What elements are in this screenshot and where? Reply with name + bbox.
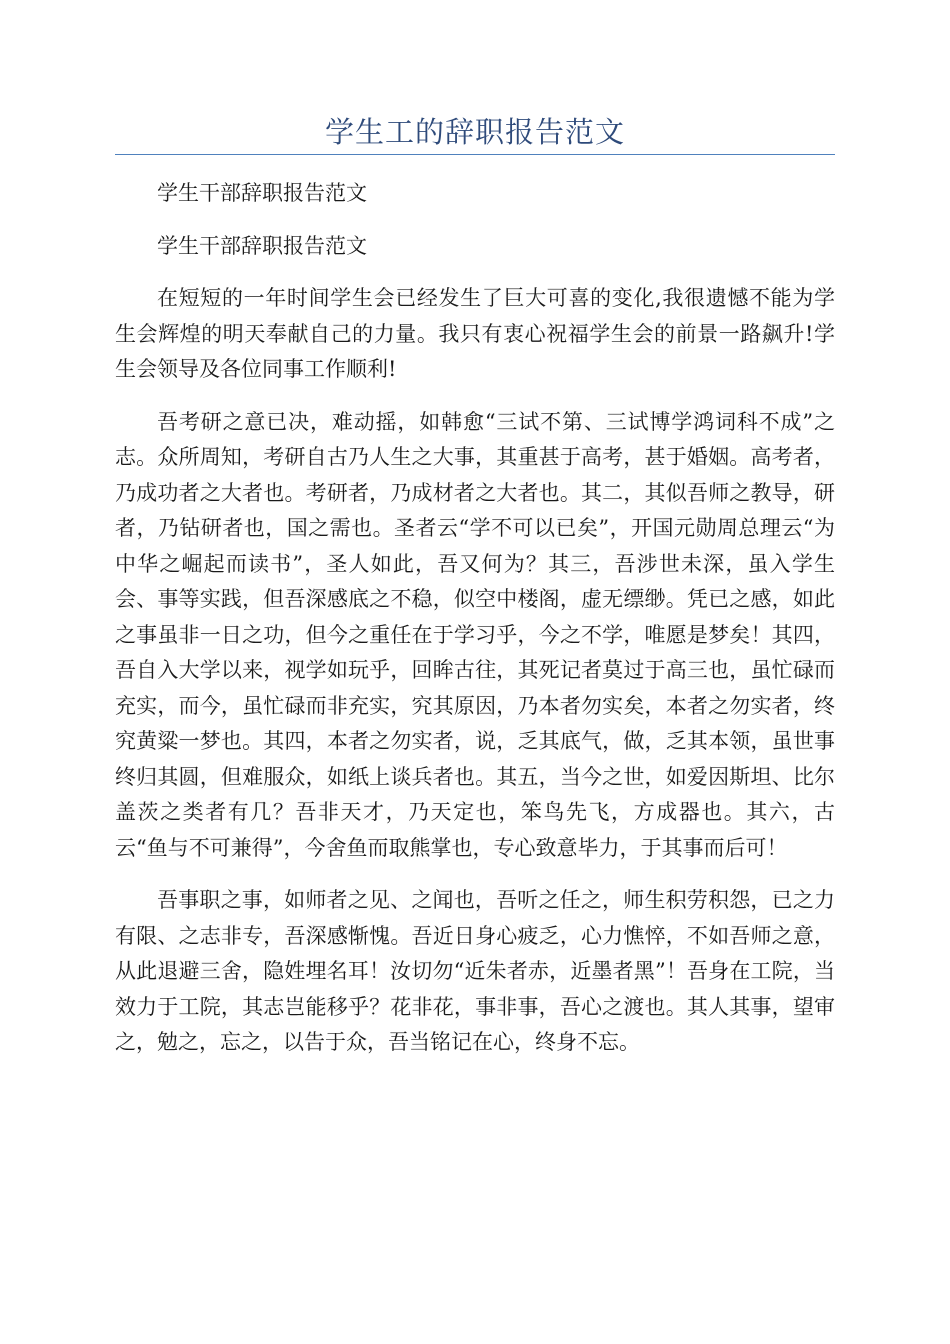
document-title: 学生工的辞职报告范文 <box>324 115 625 149</box>
paragraph-2: 吾考研之意已决，难动摇，如韩愈“三试不第、三试博学鸿词科不成”之志。众所周知，考研自古乃人生之大事，其重甚于高考，甚于婚姻。高考者，乃成功者之大者也。考研者，乃成材者之大者也。其二，其似吾师之教导，研者，乃钻研者也，国之需也。圣者云“学不可以已矣”，开国元勋周总理云“为中华之崛起而读书”，圣人如此，吾又何为？其三，吾涉世未深，虽入学生会、事等实践，但吾深感底之不稳，似空中楼阁，虚无缥缈。凭已之感，如此之事虽非一日之功，但今之重任在于学习乎，今之不学，唯愿是梦矣！其四，吾自入大学以来，视学如玩乎，回眸古往，其死记者莫过于高三也，虽忙碌而充实，而今，虽忙碌而非充实，究其原因，乃本者勿实矣，本者之勿实者，终究黄粱一梦也。其四，本者之勿实者，说，乏其底气，做，乏其本领，虽世事终归其圆，但难服众，如纸上谈兵者也。其五，当今之世，如爱因斯坦、比尔盖茨之类者有几？吾非天才，乃天定也，笨鸟先飞，方成器也。其六，古云“鱼与不可兼得”，今舍鱼而取熊掌也，专心致意毕力，于其事而后可！ <box>115 409 835 860</box>
paragraph-1: 在短短的一年时间学生会已经发生了巨大可喜的变化,我很遗憾不能为学生会辉煌的明天奉献自己的力量。我只有衷心祝福学生会的前景一路飙升!学生会领导及各位同事工作顺利! <box>115 286 835 381</box>
document-body <box>115 176 835 1061</box>
heading-line-1: 学生干部辞职报告范文 <box>157 181 367 205</box>
heading-line-2: 学生干部辞职报告范文 <box>157 233 367 258</box>
paragraph-3: 吾事职之事，如师者之见、之闻也，吾听之任之，师生积劳积怨，已之力有限、之志非专，吾深感惭愧。吾近日身心疲乏，心力憔悴，不如吾师之意，从此退避三舍，隐姓埋名耳！汝切勿“近朱者赤，近墨者黑”！吾身在工院，当效力于工院，其志岂能移乎？花非花，事非事，吾心之渡也。其人其事，望审之，勉之，忘之，以告于众，吾当铭记在心，终身不忘。 <box>115 888 835 1054</box>
title-underline <box>115 154 835 155</box>
